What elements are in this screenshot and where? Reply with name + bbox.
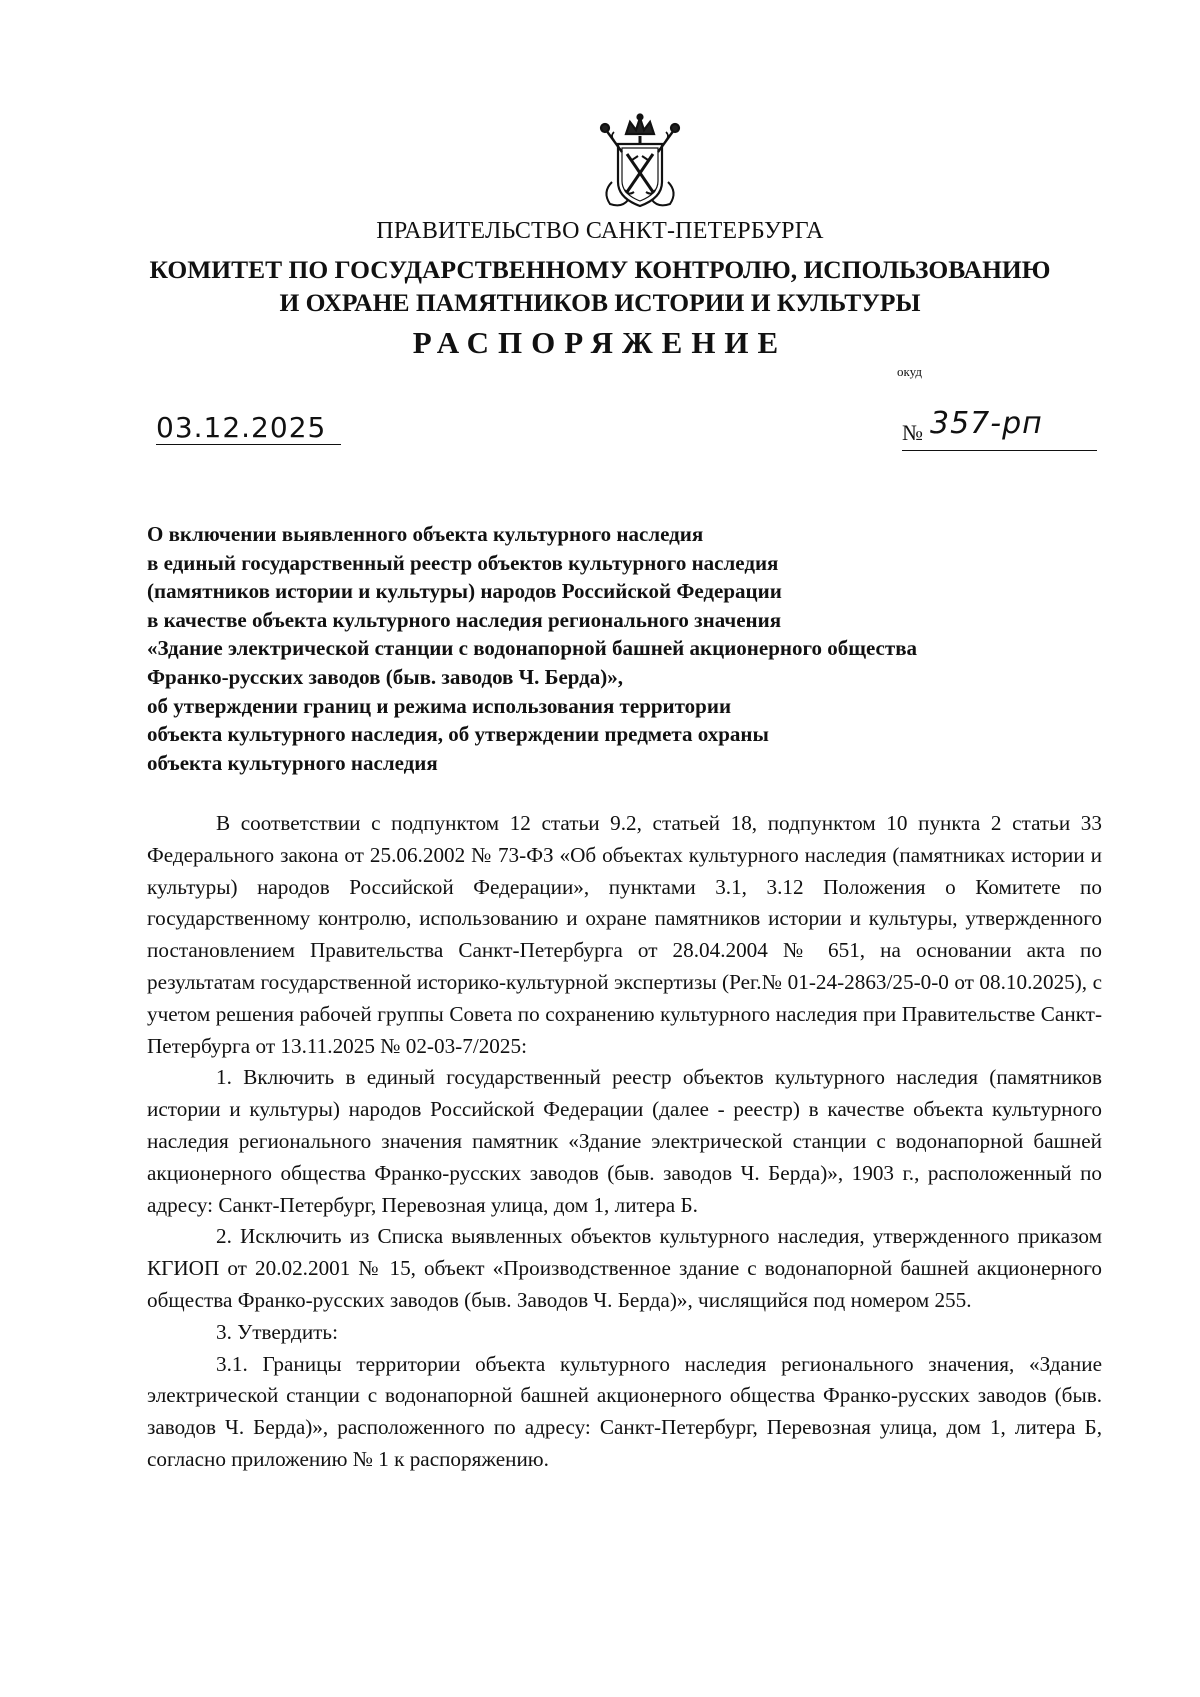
subject-line: Франко-русских заводов (быв. заводов Ч. Берда)»,	[147, 664, 624, 689]
number-sign: №	[902, 420, 923, 445]
body-paragraph-item-1: 1. Включить в единый государственный реестр объектов культурного наследия (памятников истории и культуры) народов Российской Федерации (далее - реестр) в качестве объекта культурного наследия регионального значения памятник «Здание электрической станции с водонапорной башней акционерного общества Франко-русских заводов (быв. заводов Ч. Берда)», 1903 г., расположенный по адресу: Санкт-Петербург, Перевозная улица, дом 1, литера Б.	[147, 1065, 1102, 1217]
subject-line: (памятников истории и культуры) народов Российской Федерации	[147, 579, 782, 604]
saint-petersburg-coat-of-arms-icon	[592, 112, 688, 212]
document-number	[902, 406, 1097, 451]
subject-line: объекта культурного наследия	[147, 750, 438, 775]
body-paragraph-item-3: 3. Утвердить:	[216, 1319, 338, 1344]
subject-line: в единый государственный реестр объектов культурного наследия	[147, 550, 779, 575]
okud-label: окуд	[897, 364, 922, 379]
number-value: 357-рп	[930, 406, 1043, 441]
subject-line: О включении выявленного объекта культурного наследия	[147, 522, 704, 546]
body-paragraph-item-3-1: 3.1. Границы территории объекта культурного наследия регионального значения, «Здание электрической станции с водонапорной башней акционерного общества Франко-русских заводов (быв. заводов Ч. Берда)», расположенного по адресу: Санкт-Петербург, Перевозная улица, дом 1, литера Б, согласно приложению № 1 к распоряжению.	[147, 1351, 1102, 1471]
committee-name-line: И ОХРАНЕ ПАМЯТНИКОВ ИСТОРИИ И КУЛЬТУРЫ	[279, 288, 921, 317]
government-name: ПРАВИТЕЛЬСТВО САНКТ-ПЕТЕРБУРГА	[376, 218, 824, 244]
document-subject	[147, 520, 1047, 777]
subject-line: об утверждении границ и режима использования территории	[147, 693, 732, 718]
body-paragraph-preamble: В соответствии с подпунктом 12 статьи 9.2, статьей 18, подпунктом 10 пункта 2 статьи 33 Федерального закона от 25.06.2002 № 73-ФЗ «Об объектах культурного наследия (памятниках истории и культуры) народов Российской Федерации», пунктами 3.1, 3.12 Положения о Комитете по государственному контролю, использованию и охране памятников истории и культуры, утвержденного постановлением Правительства Санкт-Петербурга от 28.04.2004 № 651, на основании акта по результатам государственной историко-культурной экспертизы (Рег.№ 01-24-2863/25-0-0 от 08.10.2025), с учетом решения рабочей группы Совета по сохранению культурного наследия при Правительстве Санкт-Петербурга от 13.11.2025 № 02-03-7/2025:	[147, 811, 1102, 1058]
document-date: 03.12.2025	[156, 412, 341, 445]
document-body	[147, 808, 1102, 1476]
body-paragraph-item-2: 2. Исключить из Списка выявленных объектов культурного наследия, утвержденного приказом КГИОП от 20.02.2001 № 15, объект «Производственное здание с водонапорной башней акционерного общества Франко-русских заводов (быв. Заводов Ч. Берда)», числящийся под номером 255.	[147, 1224, 1102, 1312]
subject-line: в качестве объекта культурного наследия регионального значения	[147, 607, 782, 632]
subject-line: объекта культурного наследия, об утверждении предмета охраны	[147, 722, 769, 747]
committee-name	[0, 253, 1200, 319]
document-type: РАСПОРЯЖЕНИЕ	[412, 325, 788, 360]
subject-line: «Здание электрической станции с водонапорной башней акционерного общества	[147, 636, 918, 661]
committee-name-line: КОМИТЕТ ПО ГОСУДАРСТВЕННОМУ КОНТРОЛЮ, ИСПОЛЬЗОВАНИЮ	[149, 255, 1051, 284]
